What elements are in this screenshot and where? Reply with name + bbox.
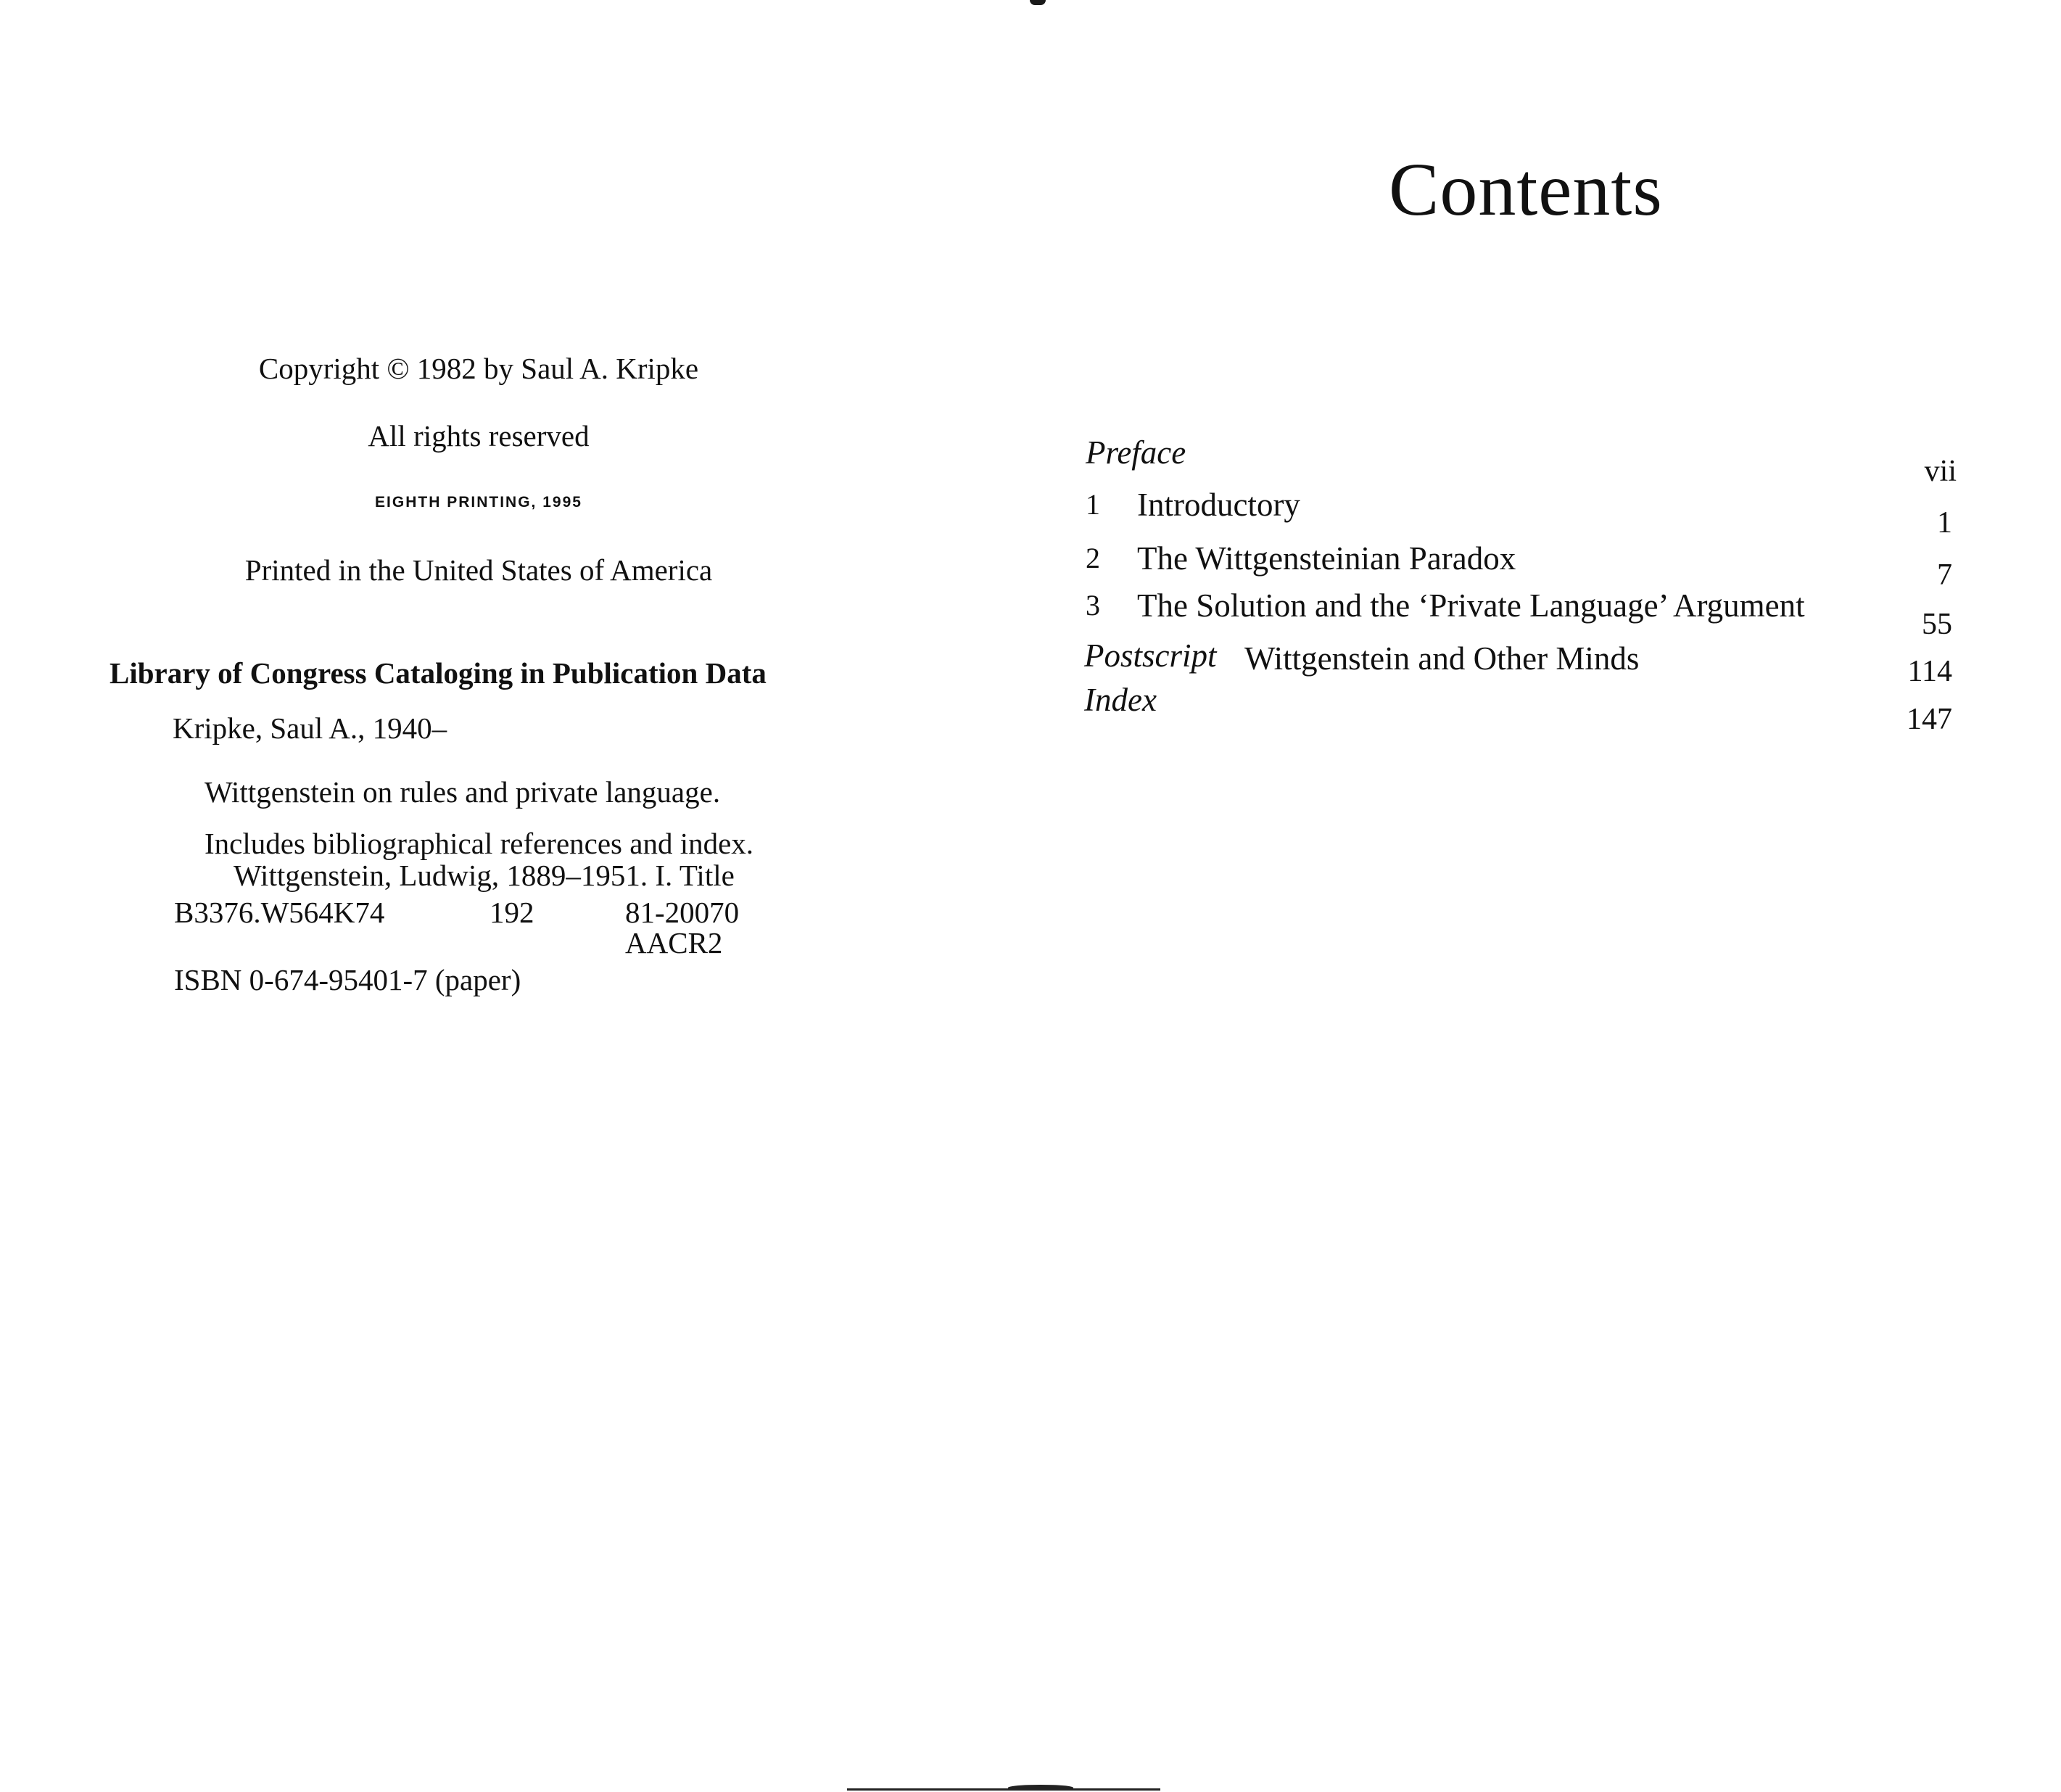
toc-entry-title: The Solution and the ‘Private Language’ Argument [1137, 587, 1805, 624]
toc-entry-page: 147 [1907, 703, 1952, 736]
toc-entry-label: Postscript [1084, 637, 1217, 674]
toc-entry-page: 1 [1937, 506, 1952, 540]
toc-entry-number: 2 [1086, 542, 1100, 574]
toc-entry-title: The Wittgensteinian Paradox [1137, 540, 1516, 577]
toc-entry-label: Index [1084, 682, 1157, 718]
copyright-page [0, 0, 1030, 1792]
toc-entry-label: Preface [1086, 434, 1186, 471]
page-title: Contents [1389, 148, 1663, 231]
binding-rule-bottom [847, 1788, 1160, 1791]
toc-entry-page: vii [1924, 455, 1957, 488]
cip-title: Wittgenstein on rules and private language. [205, 775, 721, 809]
cip-aacr: AACR2 [625, 926, 723, 959]
toc-entry-title: Introductory [1137, 487, 1300, 523]
cip-isbn: ISBN 0-674-95401-7 (paper) [174, 963, 521, 996]
cip-dewey: 192 [490, 896, 534, 929]
toc-entry-number: 1 [1086, 488, 1100, 521]
cip-lccn: 81-20070 [625, 896, 740, 929]
binding-mark-bottom [1008, 1785, 1073, 1791]
toc-entry-page: 7 [1937, 558, 1952, 592]
cip-call-number: B3376.W564K74 [174, 896, 385, 929]
toc-entry-title: Wittgenstein and Other Minds [1244, 640, 1640, 677]
binding-mark-top [1030, 0, 1046, 5]
cip-author: Kripke, Saul A., 1940– [173, 711, 447, 745]
printed-in-line: Printed in the United States of America [244, 553, 713, 587]
cip-subjects: Wittgenstein, Ludwig, 1889–1951. I. Title [234, 859, 735, 892]
toc-entry-page: 114 [1907, 655, 1952, 688]
rights-line: All rights reserved [368, 419, 590, 453]
copyright-line: Copyright © 1982 by Saul A. Kripke [258, 352, 699, 385]
cip-includes: Includes bibliographical references and index. [205, 827, 754, 860]
toc-entry-page: 55 [1922, 608, 1952, 641]
toc-entry-number: 3 [1086, 589, 1100, 622]
printing-line: EIGHTH PRINTING, 1995 [375, 494, 582, 511]
cip-heading: Library of Congress Cataloging in Publication Data [110, 656, 767, 690]
